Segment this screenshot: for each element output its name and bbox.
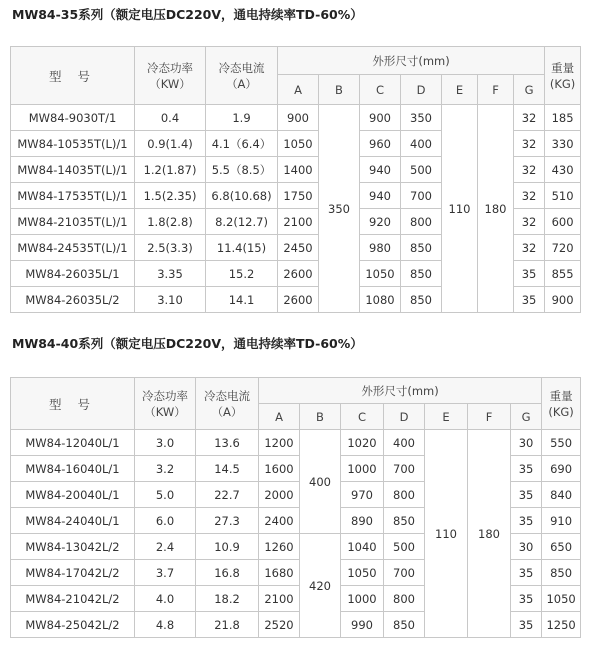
- header-dim-f: F: [478, 75, 514, 105]
- header-cold-current-unit: （A）: [211, 404, 243, 419]
- series1-title: MW84-35系列（额定电压DC220V，通电持续率TD-60%）: [12, 7, 363, 22]
- cell-current: 27.3: [196, 508, 259, 534]
- cell-dim-c: 890: [341, 508, 384, 534]
- cell-model: MW84-13042L/2: [11, 534, 135, 560]
- table-header-row: [11, 47, 581, 75]
- cell-dim-a: 900: [278, 105, 319, 131]
- cell-dim-d: 800: [401, 209, 442, 235]
- cell-power: 3.7: [135, 560, 196, 586]
- cell-dim-c: 1040: [341, 534, 384, 560]
- cell-power: 3.10: [135, 287, 206, 313]
- cell-current: 4.1（6.4）: [206, 131, 278, 157]
- cell-weight: 185: [545, 105, 581, 131]
- cell-dim-g: 35: [511, 586, 542, 612]
- cell-model: MW84-25042L/2: [11, 612, 135, 638]
- cell-dim-b-merged: 350: [319, 105, 360, 313]
- header-weight-label: 重量: [551, 60, 575, 75]
- header-dim-b: B: [319, 75, 360, 105]
- cell-power: 3.0: [135, 430, 196, 456]
- cell-dim-g: 35: [514, 287, 545, 313]
- cell-dim-b-merged-top: 400: [300, 430, 341, 534]
- cell-dim-g: 32: [514, 105, 545, 131]
- cell-dim-c: 920: [360, 209, 401, 235]
- cell-dim-a: 2600: [278, 287, 319, 313]
- cell-power: 4.8: [135, 612, 196, 638]
- header-dim-d: D: [401, 75, 442, 105]
- header-dim-c: C: [341, 404, 384, 430]
- cell-weight: 910: [542, 508, 581, 534]
- cell-dim-d: 850: [401, 287, 442, 313]
- cell-power: 2.4: [135, 534, 196, 560]
- cell-dim-d: 400: [384, 430, 425, 456]
- header-model: 型 号: [11, 47, 135, 105]
- series1-spec-table: [10, 46, 581, 313]
- cell-dim-g: 35: [511, 560, 542, 586]
- cell-dim-d: 700: [384, 456, 425, 482]
- cell-dim-a: 1260: [259, 534, 300, 560]
- cell-dim-a: 2600: [278, 261, 319, 287]
- cell-current: 13.6: [196, 430, 259, 456]
- table-row: [11, 105, 581, 131]
- cell-weight: 330: [545, 131, 581, 157]
- cell-current: 15.2: [206, 261, 278, 287]
- cell-dim-c: 970: [341, 482, 384, 508]
- cell-current: 1.9: [206, 105, 278, 131]
- header-cold-power-label: 冷态功率: [142, 388, 188, 403]
- cell-dim-a: 1600: [259, 456, 300, 482]
- cell-weight: 510: [545, 183, 581, 209]
- cell-current: 8.2(12.7): [206, 209, 278, 235]
- header-dim-a: A: [278, 75, 319, 105]
- cell-dim-d: 850: [401, 235, 442, 261]
- cell-model: MW84-24040L/1: [11, 508, 135, 534]
- header-dimensions: 外形尺寸(mm): [278, 47, 545, 75]
- cell-dim-g: 32: [514, 209, 545, 235]
- cell-dim-a: 1050: [278, 131, 319, 157]
- cell-current: 6.8(10.68): [206, 183, 278, 209]
- cell-dim-g: 35: [511, 456, 542, 482]
- header-dim-g: G: [514, 75, 545, 105]
- cell-power: 1.2(1.87): [135, 157, 206, 183]
- cell-weight: 1250: [542, 612, 581, 638]
- cell-current: 14.1: [206, 287, 278, 313]
- cell-dim-a: 2520: [259, 612, 300, 638]
- cell-dim-a: 1200: [259, 430, 300, 456]
- cell-model: MW84-17042L/2: [11, 560, 135, 586]
- cell-dim-a: 2000: [259, 482, 300, 508]
- header-model: 型 号: [11, 378, 135, 430]
- header-dim-f: F: [468, 404, 511, 430]
- header-weight-unit: (KG): [548, 404, 574, 419]
- cell-dim-g: 32: [514, 131, 545, 157]
- cell-weight: 720: [545, 235, 581, 261]
- cell-power: 3.35: [135, 261, 206, 287]
- cell-weight: 650: [542, 534, 581, 560]
- header-weight-unit: (KG): [549, 76, 576, 91]
- cell-model: MW84-26035L/2: [11, 287, 135, 313]
- cell-dim-a: 2450: [278, 235, 319, 261]
- cell-current: 16.8: [196, 560, 259, 586]
- cell-dim-a: 2100: [278, 209, 319, 235]
- cell-dim-c: 990: [341, 612, 384, 638]
- cell-dim-d: 350: [401, 105, 442, 131]
- cell-dim-d: 400: [401, 131, 442, 157]
- cell-dim-c: 900: [360, 105, 401, 131]
- cell-dim-c: 1020: [341, 430, 384, 456]
- header-dimensions: 外形尺寸(mm): [259, 378, 542, 404]
- header-dim-c: C: [360, 75, 401, 105]
- header-cold-current: [196, 378, 259, 430]
- cell-model: MW84-21035T(L)/1: [11, 209, 135, 235]
- cell-power: 5.0: [135, 482, 196, 508]
- header-weight: [545, 47, 581, 105]
- cell-dim-a: 1400: [278, 157, 319, 183]
- cell-dim-f-merged: 180: [468, 430, 511, 638]
- cell-power: 4.0: [135, 586, 196, 612]
- cell-dim-c: 1000: [341, 586, 384, 612]
- cell-dim-c: 940: [360, 157, 401, 183]
- cell-weight: 550: [542, 430, 581, 456]
- cell-current: 14.5: [196, 456, 259, 482]
- cell-dim-e-merged: 110: [425, 430, 468, 638]
- cell-dim-c: 1050: [360, 261, 401, 287]
- cell-power: 2.5(3.3): [135, 235, 206, 261]
- header-cold-power-unit: （KW）: [149, 76, 191, 91]
- cell-dim-c: 1080: [360, 287, 401, 313]
- header-cold-power-unit: （KW）: [144, 404, 186, 419]
- cell-weight: 900: [545, 287, 581, 313]
- cell-dim-a: 1680: [259, 560, 300, 586]
- cell-weight: 600: [545, 209, 581, 235]
- cell-dim-c: 960: [360, 131, 401, 157]
- cell-model: MW84-14035T(L)/1: [11, 157, 135, 183]
- cell-dim-g: 30: [511, 534, 542, 560]
- cell-power: 3.2: [135, 456, 196, 482]
- cell-model: MW84-26035L/1: [11, 261, 135, 287]
- cell-dim-b-merged-bottom: 420: [300, 534, 341, 638]
- cell-dim-d: 850: [401, 261, 442, 287]
- cell-model: MW84-10535T(L)/1: [11, 131, 135, 157]
- cell-dim-d: 700: [401, 183, 442, 209]
- header-cold-power-label: 冷态功率: [147, 60, 193, 75]
- cell-current: 18.2: [196, 586, 259, 612]
- cell-dim-a: 2100: [259, 586, 300, 612]
- cell-weight: 430: [545, 157, 581, 183]
- cell-current: 22.7: [196, 482, 259, 508]
- cell-dim-d: 500: [401, 157, 442, 183]
- header-cold-current-unit: （A）: [226, 76, 257, 91]
- header-dim-d: D: [384, 404, 425, 430]
- cell-current: 11.4(15): [206, 235, 278, 261]
- header-weight: [542, 378, 581, 430]
- header-dim-a: A: [259, 404, 300, 430]
- header-cold-power: [135, 47, 206, 105]
- cell-model: MW84-17535T(L)/1: [11, 183, 135, 209]
- cell-dim-g: 32: [514, 183, 545, 209]
- cell-dim-a: 1750: [278, 183, 319, 209]
- cell-dim-g: 35: [511, 612, 542, 638]
- cell-power: 6.0: [135, 508, 196, 534]
- cell-dim-c: 1050: [341, 560, 384, 586]
- cell-dim-g: 32: [514, 157, 545, 183]
- header-cold-power: [135, 378, 196, 430]
- cell-model: MW84-12040L/1: [11, 430, 135, 456]
- cell-weight: 855: [545, 261, 581, 287]
- cell-weight: 850: [542, 560, 581, 586]
- table-header-row: [11, 378, 581, 404]
- cell-current: 10.9: [196, 534, 259, 560]
- cell-current: 21.8: [196, 612, 259, 638]
- cell-dim-c: 1000: [341, 456, 384, 482]
- header-dim-b: B: [300, 404, 341, 430]
- cell-dim-g: 35: [514, 261, 545, 287]
- cell-dim-c: 940: [360, 183, 401, 209]
- cell-dim-g: 32: [514, 235, 545, 261]
- cell-model: MW84-16040L/1: [11, 456, 135, 482]
- cell-model: MW84-9030T/1: [11, 105, 135, 131]
- cell-dim-d: 500: [384, 534, 425, 560]
- cell-dim-d: 850: [384, 508, 425, 534]
- cell-dim-d: 800: [384, 586, 425, 612]
- cell-dim-g: 30: [511, 430, 542, 456]
- cell-dim-g: 35: [511, 508, 542, 534]
- header-dim-e: E: [442, 75, 478, 105]
- cell-dim-d: 800: [384, 482, 425, 508]
- cell-power: 0.4: [135, 105, 206, 131]
- header-weight-label: 重量: [549, 388, 573, 403]
- cell-dim-d: 850: [384, 612, 425, 638]
- header-dim-g: G: [511, 404, 542, 430]
- cell-weight: 690: [542, 456, 581, 482]
- header-dim-e: E: [425, 404, 468, 430]
- cell-model: MW84-24535T(L)/1: [11, 235, 135, 261]
- cell-dim-g: 35: [511, 482, 542, 508]
- cell-dim-d: 700: [384, 560, 425, 586]
- header-cold-current-label: 冷态电流: [204, 388, 250, 403]
- cell-weight: 1050: [542, 586, 581, 612]
- cell-power: 1.5(2.35): [135, 183, 206, 209]
- cell-model: MW84-21042L/2: [11, 586, 135, 612]
- table-row: [11, 430, 581, 456]
- cell-power: 0.9(1.4): [135, 131, 206, 157]
- series2-spec-table: [10, 377, 581, 638]
- cell-dim-e-merged: 110: [442, 105, 478, 313]
- cell-current: 5.5（8.5）: [206, 157, 278, 183]
- cell-dim-f-merged: 180: [478, 105, 514, 313]
- cell-dim-c: 980: [360, 235, 401, 261]
- cell-dim-a: 2400: [259, 508, 300, 534]
- header-cold-current: [206, 47, 278, 105]
- series2-title: MW84-40系列（额定电压DC220V，通电持续率TD-60%）: [12, 336, 363, 351]
- header-cold-current-label: 冷态电流: [218, 60, 265, 75]
- cell-model: MW84-20040L/1: [11, 482, 135, 508]
- cell-weight: 840: [542, 482, 581, 508]
- cell-power: 1.8(2.8): [135, 209, 206, 235]
